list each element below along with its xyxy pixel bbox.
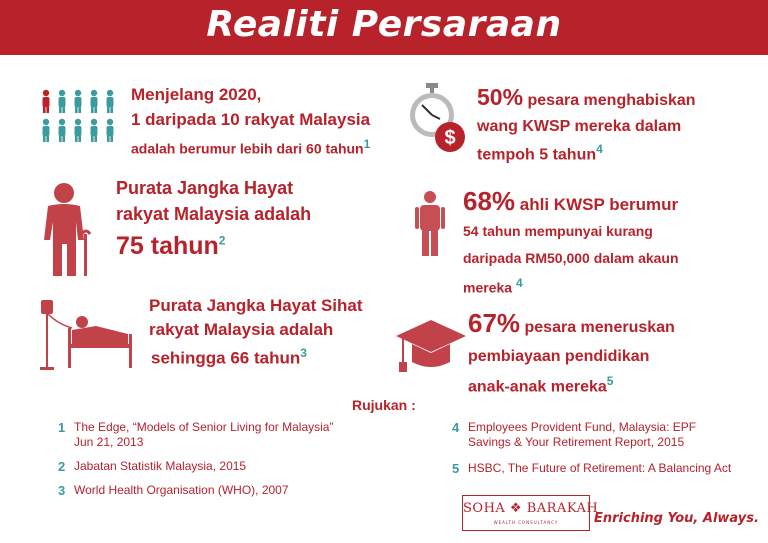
title-banner — [0, 0, 768, 55]
epf-savings-line1: 68% ahli KWSP berumur — [463, 186, 679, 216]
reference-number: 3 — [58, 483, 66, 498]
ref-marker: 4 — [596, 142, 603, 156]
reference-text: The Edge, “Models of Senior Living for Malaysia” Jun 21, 2013 — [74, 420, 334, 449]
reference-number: 5 — [452, 461, 460, 476]
education-percent: 67% — [468, 308, 521, 338]
logo-subtitle: WEALTH CONSULTANCY — [493, 520, 559, 525]
epf-savings-line3: daripada RM50,000 dalam akaun — [463, 250, 679, 266]
reference-number: 1 — [58, 420, 66, 435]
reference-text: Employees Provident Fund, Malaysia: EPF Savings & Your Retirement Report, 2015 — [468, 420, 697, 449]
ref-marker: 2 — [218, 233, 226, 248]
epf-savings-line4: mereka 4 — [463, 276, 523, 296]
education-line1: 67% pesara meneruskan — [468, 308, 675, 338]
svg-text:$: $ — [444, 127, 456, 149]
population-line2: 1 daripada 10 rakyat Malaysia — [131, 110, 371, 129]
elderly-person-icon — [38, 182, 100, 278]
epf-spend-line3: tempoh 5 tahun$^4$ — [477, 142, 603, 164]
ref-marker: 4 — [515, 276, 523, 290]
population-line3: adalah berumur lebih dari 60 tahun1 — [131, 137, 371, 157]
reference-item — [452, 461, 752, 476]
healthy-life-line1: Purata Jangka Hayat Sihat — [149, 296, 363, 315]
healthy-life-line3: sehingga 66 tahun$^3$ — [151, 346, 307, 368]
ref-marker: 1 — [363, 137, 371, 151]
stopwatch-money-icon — [408, 83, 466, 155]
reference-item — [452, 420, 722, 450]
ref-marker: 3 — [300, 346, 307, 360]
page-title: Realiti Persaraan — [206, 4, 562, 45]
epf-spend-line1: 50% pesara menghabiskan — [477, 84, 696, 110]
reference-item — [58, 420, 338, 450]
reference-number: 4 — [452, 420, 460, 435]
epf-savings-line2: 54 tahun mempunyai kurang — [463, 223, 653, 239]
people-group-icon — [40, 88, 120, 148]
reference-item — [58, 483, 358, 498]
epf-savings-percent: 68% — [463, 186, 516, 216]
population-line1: Menjelang 2020, — [131, 85, 262, 104]
reference-text: HSBC, The Future of Retirement: A Balancing Act — [468, 461, 732, 475]
epf-spend-percent: 50% — [477, 84, 524, 110]
education-line3: anak-anak mereka$^5$ — [468, 374, 614, 396]
reference-text: World Health Organisation (WHO), 2007 — [74, 483, 289, 497]
logo-text: SOHA ❖ BARAKAH — [463, 501, 599, 516]
reference-item — [58, 459, 318, 474]
references-title: Rujukan : — [352, 397, 416, 413]
life-expectancy-line1: Purata Jangka Hayat — [116, 178, 294, 198]
ref-marker: 5 — [606, 374, 614, 388]
life-expectancy-line2: rakyat Malaysia adalah — [116, 204, 312, 224]
healthy-life-line2: rakyat Malaysia adalah — [149, 320, 334, 339]
brand-tagline: Enriching You, Always. — [594, 511, 759, 526]
graduation-cap-icon — [396, 318, 466, 378]
life-expectancy-value: 75 tahun$^2$ — [116, 232, 226, 260]
education-line2: pembiayaan pendidikan — [468, 348, 650, 365]
person-icon — [414, 190, 446, 256]
brand-logo — [462, 495, 599, 531]
reference-number: 2 — [58, 459, 66, 474]
reference-text: Jabatan Statistik Malaysia, 2015 — [74, 459, 247, 473]
epf-spend-line2: wang KWSP mereka dalam — [477, 118, 682, 135]
hospital-bed-icon — [38, 298, 136, 370]
